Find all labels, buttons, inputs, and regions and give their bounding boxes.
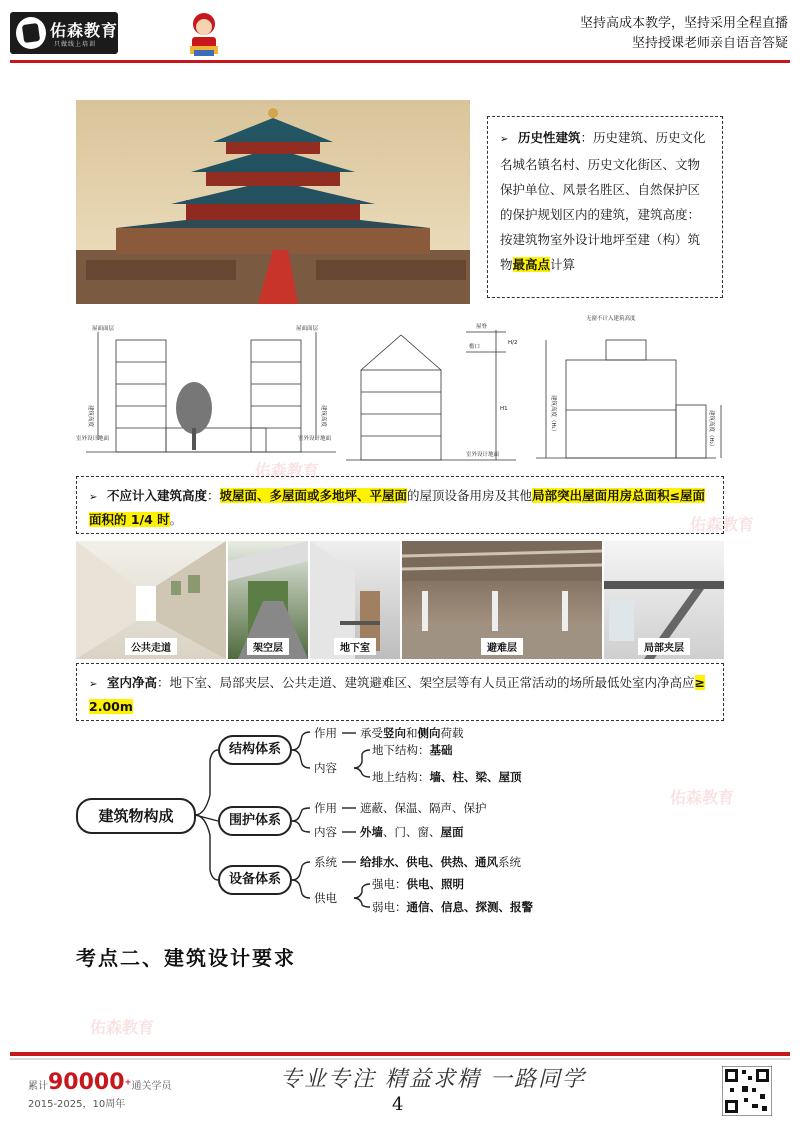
highlight-text: 坡屋面、多屋面或多地坪、平屋面 [219,488,408,503]
building-composition-mindmap [70,720,630,920]
bold-text: 侧向 [417,726,441,740]
photo-label: 避难层 [481,638,523,655]
stats-suffix: 通关学员 [131,1081,172,1092]
logo-title: 佑森教育 [50,21,119,40]
bold-text: 基础 [429,743,453,757]
diagram-label: 屋面面层 [92,326,115,332]
highlight-text: 局部突出屋面用房总面积≤屋面面积的 1/4 时 [89,488,706,527]
bold-text: 外墙 [360,825,383,839]
enclosure-function-label: 作用 [314,801,337,815]
term: 室内净高 [107,675,158,690]
text: 地上结构： [372,770,430,784]
arrow-bullet-icon: ➢ [89,679,98,690]
strong-current [372,876,464,892]
diagram-label: 建筑高度 [87,405,93,428]
stats-plus: + [124,1076,132,1087]
diagram-label: 建筑高度（H₁） [550,395,556,435]
arrow-bullet-icon: ➢ [500,134,509,145]
arrow-bullet-icon: ➢ [89,492,98,503]
photo-label: 架空层 [247,638,289,655]
excluded-height-note [76,476,724,534]
header-divider [10,60,790,63]
text: 强电： [372,877,407,891]
photo-label: 局部夹层 [638,638,690,655]
structure-node: 结构体系 [218,735,292,765]
historic-building-note [487,116,723,298]
bold-text: 供电、照明 [406,877,464,891]
diagram-label: 室外设计地面 [466,452,500,458]
note-text: ：历史建筑、历史文化名城名镇名村、历史文化街区、文物保护单位、风景名胜区、自然保护区的保护规划区内的建筑，建筑高度：按建筑物室外设计地坪至建（构）筑物 [500,130,706,272]
underground-structure [372,742,453,758]
seal-icon [16,17,46,49]
space-photos [76,541,724,659]
structure-function-label: 作用 [314,726,337,740]
diagram-label: 无窗不计入建筑高度 [586,316,636,322]
photo-label: 地下室 [334,638,376,655]
section-title: 考点二、建筑设计要求 [76,946,296,970]
note-text-end: 计算 [550,257,576,272]
bold-text: 通信、信息、探测、报警 [406,900,533,914]
diagram-label: 檐口 [469,344,481,350]
photo-open-floor [228,541,308,659]
enclosure-content-value [360,824,464,840]
diagram-label: 建筑高度 [320,405,326,428]
footer-bar [10,1058,790,1060]
structure-function-value [360,725,464,741]
building-height-diagrams [76,310,726,470]
photo-basement [310,541,400,659]
bold-text: 墙、柱、梁、屋顶 [429,770,522,784]
text: 承受 [360,726,383,740]
text: 系统 [498,855,521,869]
diagram-label: H1 [500,406,508,412]
tagline-line-1: 坚持高成本教学，坚持采用全程直播 [579,16,788,31]
highlight-text: 最高点 [512,257,551,272]
brand-logo [10,12,118,54]
diagram-label: 建筑高度（H₂） [708,410,714,450]
equipment-node: 设备体系 [218,865,292,895]
note-text: ： [207,488,220,503]
photo-mezzanine [604,541,724,659]
equipment-system-value [360,854,521,870]
logo-subtitle: 只做线上培训 [54,41,97,48]
diagram-label: 屋面面层 [296,326,319,332]
stats-number: 90000 [48,1070,125,1095]
bold-text: 竖向 [383,726,406,740]
page-header [0,0,800,70]
text: 荷载 [440,726,464,740]
tagline [580,14,788,54]
note-text: ：地下室、局部夹层、公共走道、建筑避难区、架空层等有人员正常活动的场所最低处室内净高应 [157,675,695,690]
enclosure-content-label: 内容 [314,825,337,839]
watermark: 佑森教育 [670,788,735,807]
photo-refuge-floor [402,541,602,659]
anniversary-text: 2015-2025，10周年 [28,1099,126,1110]
equipment-system-label: 系统 [314,855,337,869]
student-stats [28,1070,172,1110]
note-text: 的屋顶设备用房及其他 [407,488,533,503]
photo-corridor [76,541,226,659]
footer-divider [10,1052,790,1056]
term: 不应计入建筑高度 [107,488,208,503]
diagram-label: 屋脊 [476,324,488,330]
term: 历史性建筑 [518,130,581,145]
diagram-label: 室外设计地面 [76,436,110,442]
qr-code-icon [722,1066,772,1116]
page-number: 4 [392,1094,404,1115]
clear-height-note [76,663,724,721]
text: 、门、窗、 [383,825,441,839]
tagline-line-2: 坚持授课老师亲自语音答疑 [631,36,788,51]
mascot-icon [182,10,226,58]
enclosure-node: 围护体系 [218,806,292,836]
text: 弱电： [372,900,407,914]
watermark: 佑森教育 [255,461,320,480]
enclosure-function-value: 遮蔽、保温、隔声、保护 [360,801,487,815]
watermark: 佑森教育 [690,515,755,534]
diagram-label: H/2 [508,340,518,346]
bold-text: 给排水、供电、供热、通风 [360,855,498,869]
watermark: 佑森教育 [90,1018,155,1037]
text: 地下结构： [372,743,430,757]
diagram-label: 室外设计地面 [298,436,332,442]
temple-of-heaven-image [76,100,470,304]
root-node: 建筑物构成 [76,798,196,834]
note-text: 。 [169,512,183,527]
bold-text: 屋面 [440,825,464,839]
highlight-text: ≥ 2.00m [89,675,706,714]
structure-content-label: 内容 [314,761,337,775]
stats-prefix: 累计 [28,1081,48,1092]
photo-label: 公共走道 [125,638,177,655]
text: 和 [406,726,418,740]
aboveground-structure [372,769,522,785]
handwritten-motto: 专业专注 精益求精 一路同学 [280,1067,586,1092]
weak-current [372,899,533,915]
equipment-power-label: 供电 [314,891,337,905]
